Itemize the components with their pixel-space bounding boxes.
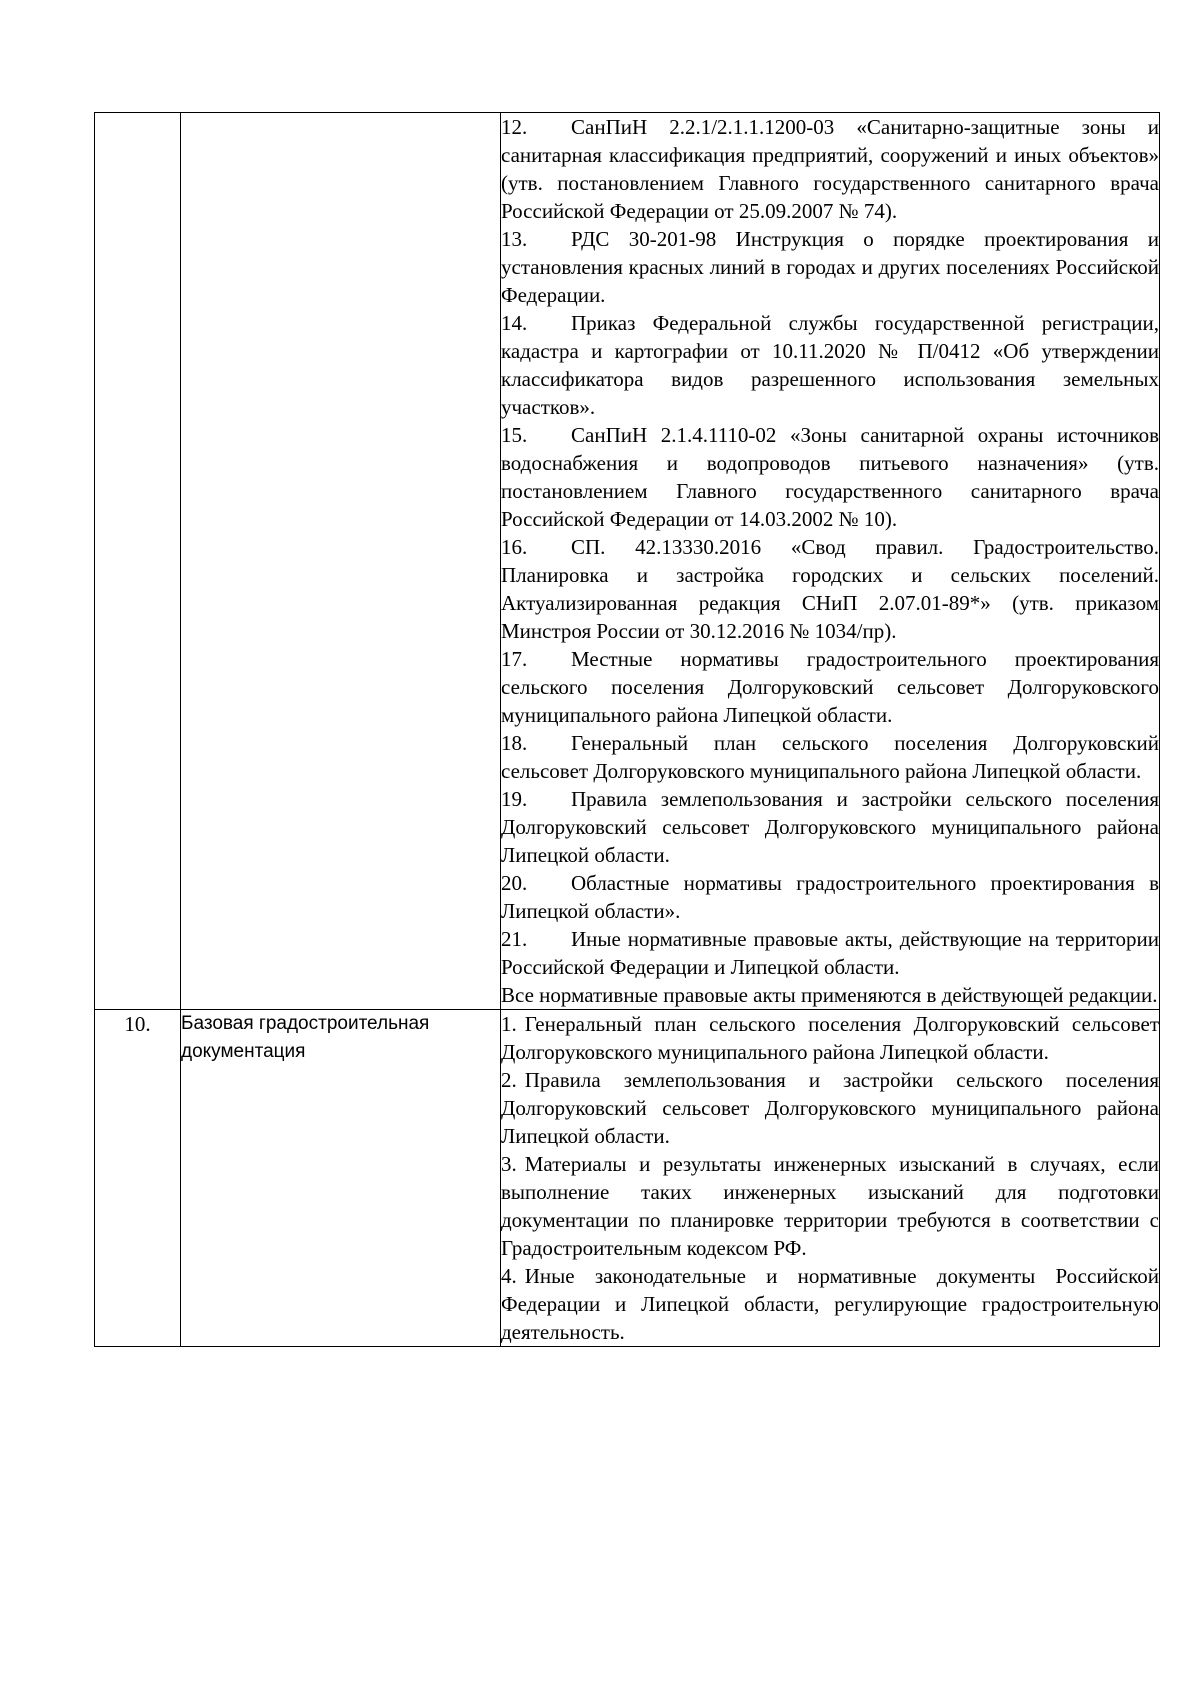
closing-note: Все нормативные правовые акты применяются в действующей редакции.	[501, 983, 1158, 1007]
list-item: 18. Генеральный план сельского поселения Долгоруковский сельсовет Долгоруковского муниципального района Липецкой области.	[501, 731, 1159, 783]
list-item: 15. СанПиН 2.1.4.1110-02 «Зоны санитарной охраны источников водоснабжения и водопроводов питьевого назначения» (утв. постановлением Главного государственного санитарного врача Российской Федерации от 14.03.2002 № 10).	[501, 423, 1159, 531]
table-row-continued	[95, 113, 1160, 1010]
row-number-cell	[95, 113, 181, 1010]
list-item: 1. Генеральный план сельского поселения Долгоруковский сельсовет Долгоруковского муниципального района Липецкой области.	[501, 1012, 1159, 1064]
regulations-list-cell	[501, 113, 1160, 1010]
list-item: 4. Иные законодательные и нормативные документы Российской Федерации и Липецкой области, регулирующие градостроительную деятельность.	[501, 1264, 1159, 1344]
row-label-cell	[181, 113, 501, 1010]
list-item: 12. СанПиН 2.2.1/2.1.1.1200-03 «Санитарно-защитные зоны и санитарная классификация предприятий, сооружений и иных объектов» (утв. постановлением Главного государственного санитарного врача Российской Федерации от 25.09.2007 № 74).	[501, 115, 1159, 223]
table-row-10	[95, 1010, 1160, 1347]
list-item: 16. СП. 42.13330.2016 «Свод правил. Градостроительство. Планировка и застройка городских и сельских поселений. Актуализированная редакция СНиП 2.07.01-89*» (утв. приказом Минстроя России от 30.12.2016 № 1034/пр).	[501, 535, 1159, 643]
list-item: 17. Местные нормативы градостроительного проектирования сельского поселения Долгоруковский сельсовет Долгоруковского муниципального района Липецкой области.	[501, 647, 1159, 727]
list-item: 14. Приказ Федеральной службы государственной регистрации, кадастра и картографии от 10.11.2020 № П/0412 «Об утверждении классификатора видов разрешенного использования земельных участков».	[501, 311, 1159, 419]
list-item: 19. Правила землепользования и застройки сельского поселения Долгоруковский сельсовет Долгоруковского муниципального района Липецкой области.	[501, 787, 1159, 867]
list-item: 13. РДС 30-201-98 Инструкция о порядке проектирования и установления красных линий в городах и других поселениях Российской Федерации.	[501, 227, 1159, 307]
row-number-cell: 10.	[95, 1010, 181, 1347]
list-item: 21. Иные нормативные правовые акты, действующие на территории Российской Федерации и Липецкой области.	[501, 927, 1159, 979]
list-item: 2. Правила землепользования и застройки сельского поселения Долгоруковский сельсовет Долгоруковского муниципального района Липецкой области.	[501, 1068, 1159, 1148]
base-documentation-cell	[501, 1010, 1160, 1347]
list-item: 3. Материалы и результаты инженерных изысканий в случаях, если выполнение таких инженерных изысканий для подготовки документации по планировке территории требуются в соответствии с Градостроительным кодексом РФ.	[501, 1152, 1159, 1260]
row-label-cell: Базовая градостроительная документация	[181, 1010, 501, 1347]
list-item: 20. Областные нормативы градостроительного проектирования в Липецкой области».	[501, 871, 1159, 923]
requirements-table	[94, 112, 1160, 1347]
